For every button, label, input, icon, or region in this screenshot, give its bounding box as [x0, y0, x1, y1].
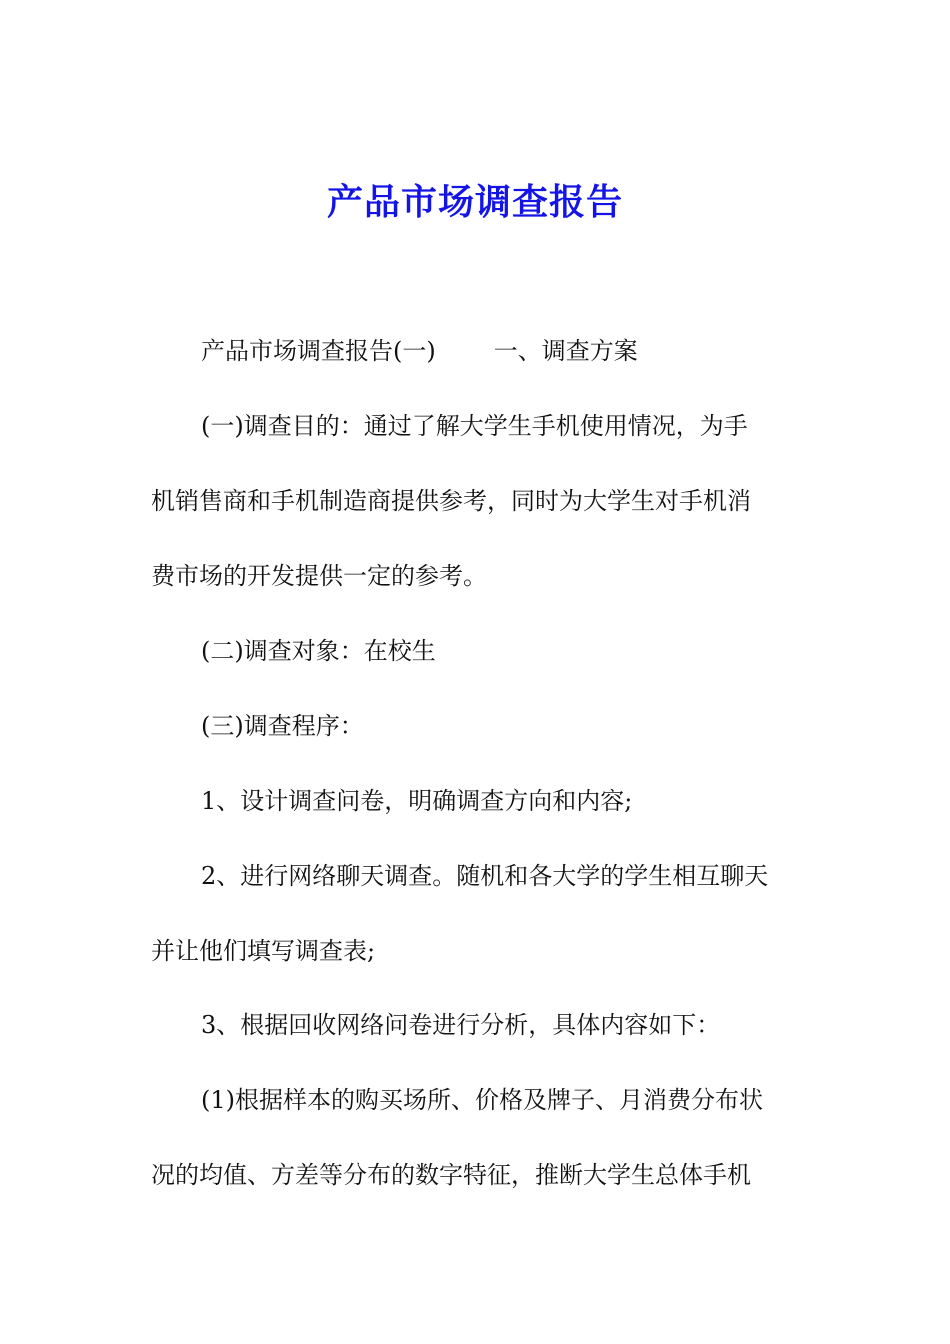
paragraph-line: 并让他们填写调查表;: [151, 937, 376, 965]
paragraph-line: 1、设计调查问卷，明确调查方向和内容;: [201, 787, 633, 815]
section-heading: 一、调查方案: [493, 337, 638, 365]
paragraph-line: 机销售商和手机制造商提供参考，同时为大学生对手机消: [151, 487, 751, 515]
paragraph-line: (三)调查程序：: [201, 712, 364, 740]
paragraph-line: (1)根据样本的购买场所、价格及牌子、月消费分布状: [201, 1086, 763, 1114]
document-title: 产品市场调查报告: [326, 181, 623, 223]
paragraph-line: 3、根据回收网络问卷进行分析，具体内容如下：: [201, 1011, 721, 1039]
paragraph-line: [201, 334, 638, 368]
paragraph-line: 2、进行网络聊天调查。随机和各大学的学生相互聊天: [201, 862, 769, 890]
paragraph-line: (二)调查对象：在校生: [201, 637, 436, 665]
paragraph-line: (一)调查目的：通过了解大学生手机使用情况，为手: [201, 412, 748, 440]
paragraph-line: 费市场的开发提供一定的参考。: [151, 562, 487, 590]
paragraph-line: 况的均值、方差等分布的数字特征，推断大学生总体手机: [151, 1161, 751, 1189]
report-subtitle: 产品市场调查报告(一): [201, 337, 436, 365]
